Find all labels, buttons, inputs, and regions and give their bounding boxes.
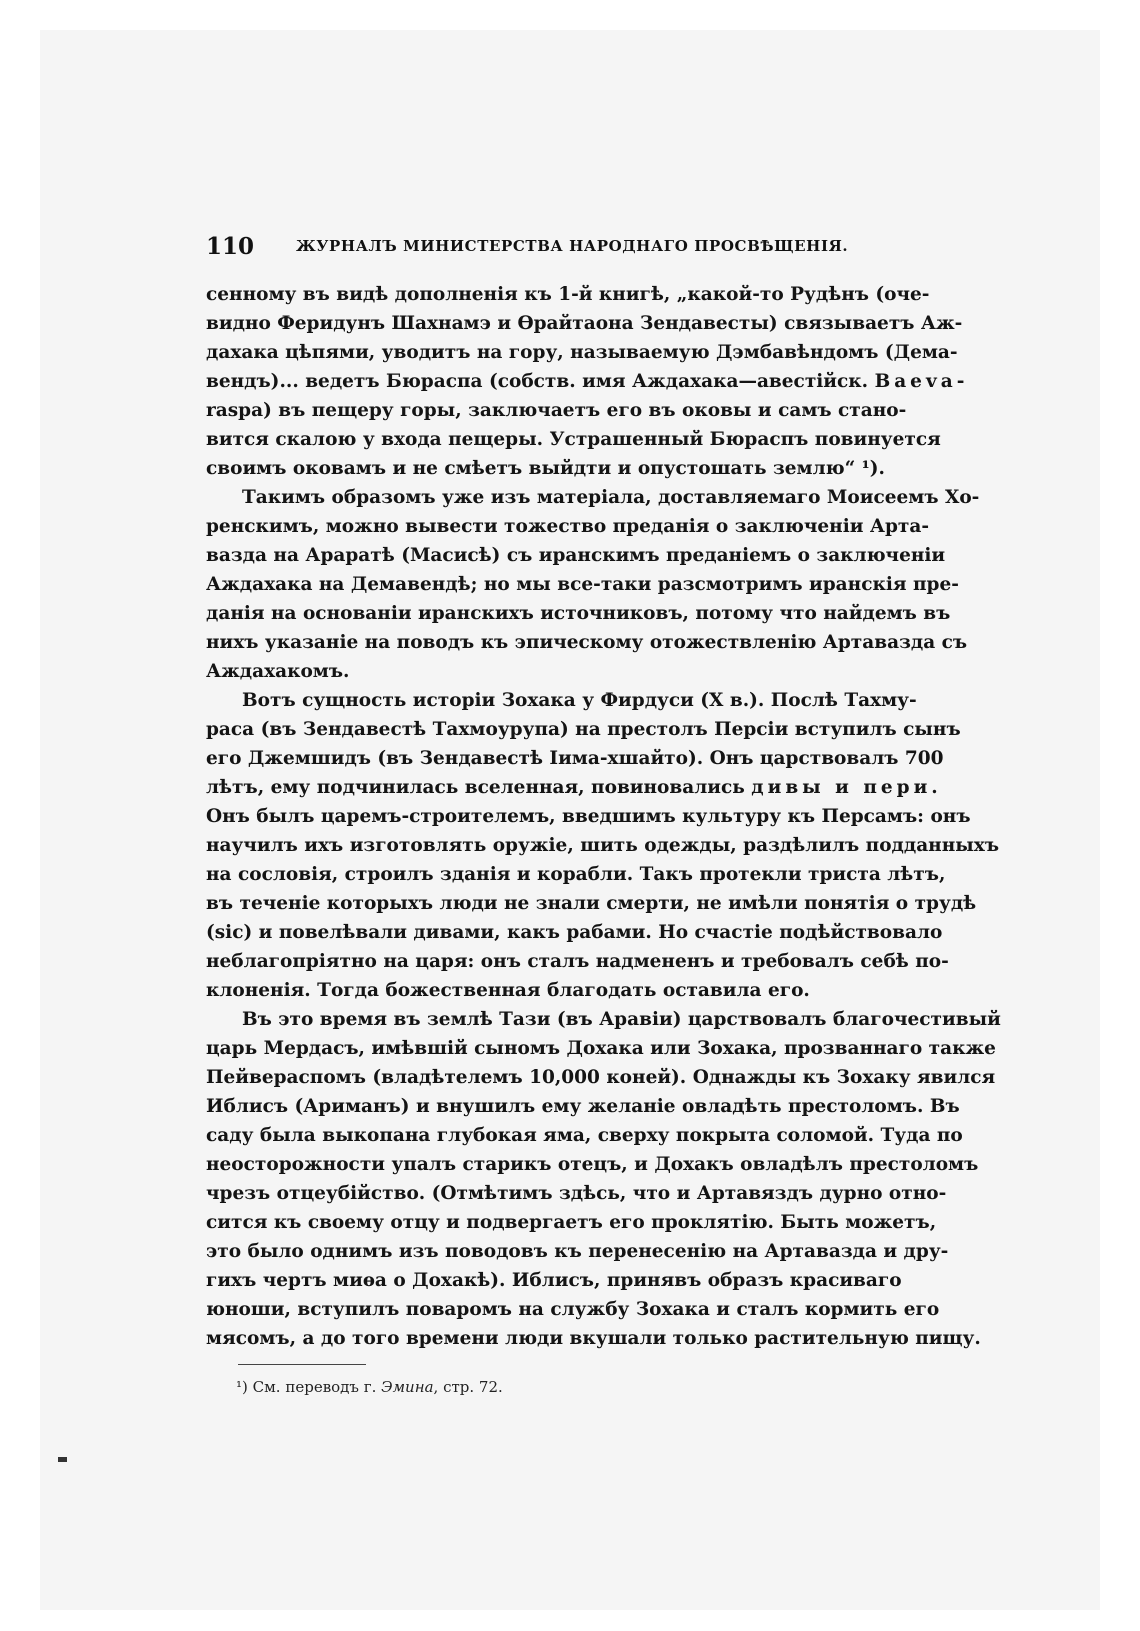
text-line: Иблисъ (Ариманъ) и внушилъ ему желаніе овладѣть престоломъ. Въ xyxy=(206,1096,960,1117)
main-text xyxy=(206,280,1001,1353)
text-line: сится къ своему отцу и подвергаетъ его проклятію. Быть можетъ, xyxy=(206,1212,937,1233)
text-line xyxy=(206,367,969,396)
text-line: царь Мердасъ, имѣвшій сыномъ Дохака или Зохака, прозваннаго также xyxy=(206,1038,996,1059)
text-line: вазда на Араратѣ (Масисѣ) съ иранскимъ преданіемъ о заключеніи xyxy=(206,545,946,566)
text-line: неосторожности упалъ старикъ отецъ, и Дохакъ овладѣлъ престоломъ xyxy=(206,1154,979,1175)
footnote-author: Эмина xyxy=(381,1378,434,1396)
text-line: Такимъ образомъ уже изъ матеріала, доставляемаго Моисеемъ Хо- xyxy=(242,487,980,508)
text-line: (sic) и повелѣвали дивами, какъ рабами. Но счастіе подѣйствовало xyxy=(206,922,943,943)
text-line: чрезъ отцеубійство. (Отмѣтимъ здѣсь, что и Артавяздъ дурно отно- xyxy=(206,1183,947,1204)
footnote-citation: , стр. 72. xyxy=(433,1378,503,1396)
footnote-divider xyxy=(238,1364,366,1365)
spaced-word: Baeva- xyxy=(874,371,969,392)
text-line-part: вендъ)... ведетъ Бюраспа (собств. имя Аждахака—авестійск. xyxy=(206,371,869,392)
text-line: дахака цѣпями, уводитъ на гору, называемую Дэмбавѣндомъ (Дема- xyxy=(206,342,958,363)
text-line: неблагопріятно на царя: онъ сталъ надмененъ и требовалъ себѣ по- xyxy=(206,951,949,972)
text-line: сенному въ видѣ дополненія къ 1-й книгѣ, „какой-то Рудѣнъ (оче- xyxy=(206,284,930,305)
text-line: саду была выкопана глубокая яма, сверху покрыта соломой. Туда по xyxy=(206,1125,963,1146)
text-line: ренскимъ, можно вывести тожество преданія о заключеніи Арта- xyxy=(206,516,930,537)
text-line-part: лѣтъ, ему подчинилась вселенная, повиновались xyxy=(206,777,745,798)
text-line: научилъ ихъ изготовлять оружіе, шить одежды, раздѣлилъ подданныхъ xyxy=(206,835,1000,856)
page-number: 110 xyxy=(206,233,255,260)
text-line: его Джемшидъ (въ Зендавестѣ Іима-хшайто). Онъ царствовалъ 700 xyxy=(206,748,944,769)
text-line: на сословія, строилъ зданія и корабли. Такъ протекли триста лѣтъ, xyxy=(206,864,946,885)
text-line: раса (въ Зендавестѣ Тахмоурупа) на престолъ Персіи вступилъ сынъ xyxy=(206,719,961,740)
page-header xyxy=(206,233,931,267)
text-line: данія на основаніи иранскихъ источниковъ, потому что найдемъ въ xyxy=(206,603,951,624)
text-line: видно Феридунъ Шахнамэ и Ѳрайтаона Зендавесты) связываетъ Аж- xyxy=(206,313,963,334)
text-line xyxy=(206,773,942,802)
text-line: Въ это время въ землѣ Тази (въ Аравіи) царствовалъ благочестивый xyxy=(242,1009,1001,1030)
text-line: клоненія. Тогда божественная благодать оставила его. xyxy=(206,980,810,1001)
text-line: Вотъ сущность исторіи Зохака у Фирдуси (X в.). Послѣ Тахму- xyxy=(242,690,917,711)
text-line: Аждахака на Демавендѣ; но мы все-таки разсмотримъ иранскія пре- xyxy=(206,574,959,595)
scan-artifact-mark xyxy=(58,1457,67,1462)
text-line: rаsра) въ пещеру горы, заключаетъ его въ оковы и самъ стано- xyxy=(206,400,907,421)
text-line: въ теченіе которыхъ люди не знали смерти, не имѣли понятія о трудѣ xyxy=(206,893,977,914)
text-line: Аждахакомъ. xyxy=(206,661,350,682)
text-line: юноши, вступилъ поваромъ на службу Зохака и сталъ кормить его xyxy=(206,1299,940,1320)
text-line: это было однимъ изъ поводовъ къ перенесенію на Артавазда и дру- xyxy=(206,1241,949,1262)
running-head: ЖУРНАЛЪ МИНИСТЕРСТВА НАРОДНАГО ПРОСВѢЩЕНІЯ. xyxy=(296,237,849,255)
text-line: гихъ чертъ миѳа о Дохакѣ). Иблисъ, принявъ образъ красиваго xyxy=(206,1270,902,1291)
spaced-word: дивы и пери. xyxy=(751,777,942,798)
footnote-text: См. переводъ г. xyxy=(252,1378,377,1396)
footnote xyxy=(236,1378,503,1396)
text-line: Пейвераспомъ (владѣтелемъ 10,000 коней). Однажды къ Зохаку явился xyxy=(206,1067,996,1088)
text-line: нихъ указаніе на поводъ къ эпическому отожествленію Артавазда съ xyxy=(206,632,968,653)
footnote-marker: ¹) xyxy=(236,1378,248,1396)
text-line: вится скалою у входа пещеры. Устрашенный Бюраспъ повинуется xyxy=(206,429,941,450)
text-line: своимъ оковамъ и не смѣетъ выйдти и опустошать землю“ ¹). xyxy=(206,458,885,479)
text-line: мясомъ, а до того времени люди вкушали только растительную пищу. xyxy=(206,1328,981,1349)
text-line: Онъ былъ царемъ-строителемъ, введшимъ культуру къ Персамъ: онъ xyxy=(206,806,971,827)
